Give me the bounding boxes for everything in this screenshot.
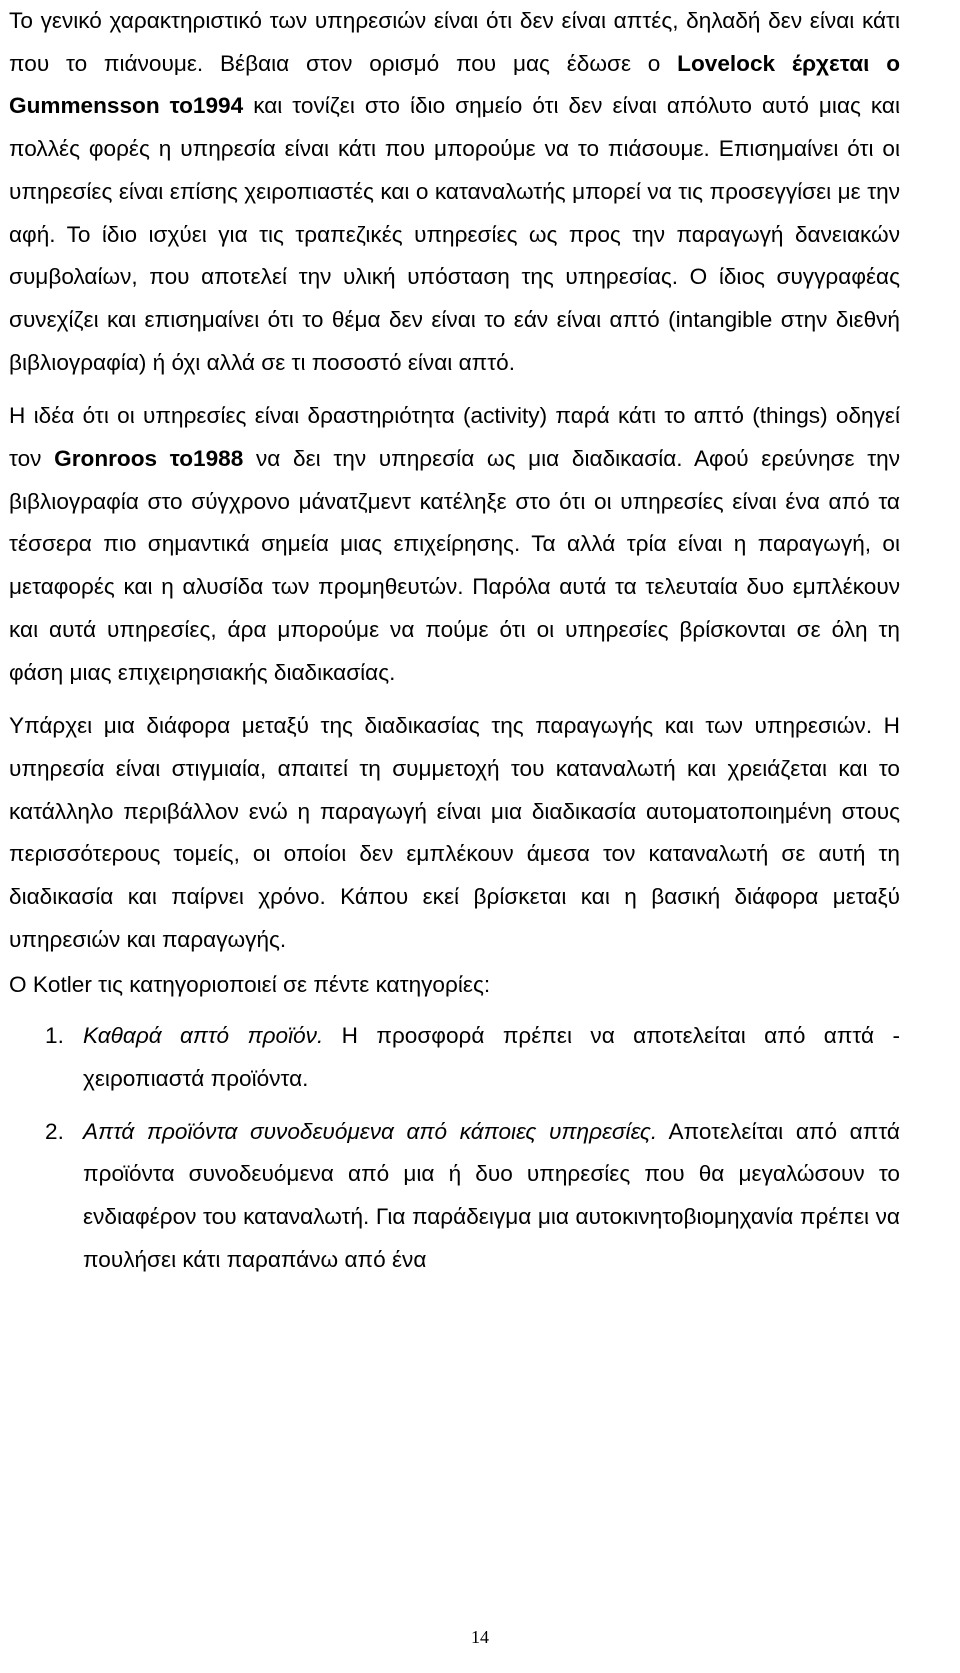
paragraph-text: Η ιδέα ότι οι υπηρεσίες είναι δραστηριότητα (activity) παρά κάτι το απτό (things) οδηγεί τον <box>9 403 900 472</box>
paragraph-text: Ο Kotler τις κατηγοριοποιεί σε πέντε κατηγορίες: <box>9 972 491 998</box>
list-item-title: Καθαρά απτό προϊόν. <box>83 1023 324 1049</box>
paragraph-text: και τονίζει στο ίδιο σημείο ότι δεν είναι απόλυτο αυτό μιας και πολλές φορές η υπηρεσία είναι κάτι που μπορούμε να το πιάσουμε. Επισημαίνει ότι οι υπηρεσίες είναι επίσης χειροπιαστές και ο καταναλωτής μπορεί να τις προσεγγίσει με την αφή. Το ίδιο ισχύει για τις τραπεζικές υπηρεσίες ως προς την παραγωγή δανειακών συμβολαίων, που αποτελεί την υλική υπόσταση της υπηρεσίας. Ο ίδιος συγγραφέας συνεχίζει και επισημαίνει ότι το θέμα δεν είναι το εάν είναι απτό (intangible στην διεθνή βιβλιογραφία) ή όχι αλλά σε τι ποσοστό είναι απτό. <box>9 93 900 375</box>
paragraph-process <box>9 395 900 694</box>
paragraph-difference <box>9 705 900 961</box>
paragraph-text: να δει την υπηρεσία ως μια διαδικασία. Αφού ερεύνησε την βιβλιογραφία στο σύγχρονο μάνατζμεντ κατέληξε στο ότι οι υπηρεσίες είναι ένα από τα τέσσερα πιο σημαντικά σημεία μιας επιχείρησης. Τα αλλά τρία είναι η παραγωγή, οι μεταφορές και η αλυσίδα των προμηθευτών. Παρόλα αυτά τα τελευταία δυο εμπλέκουν και αυτά υπηρεσίες, άρα μπορούμε να πούμε ότι οι υπηρεσίες βρίσκονται σε όλη τη φάση μιας επιχειρησιακής διαδικασίας. <box>9 446 900 685</box>
list-item-text: Η προσφορά πρέπει να αποτελείται από απτά - χειροπιαστά προϊόντα. <box>83 1023 901 1091</box>
list-item <box>9 1015 900 1100</box>
paragraph-text: Το γενικό χαρακτηριστικό των υπηρεσιών είναι ότι δεν είναι απτές, δηλαδή δεν είναι κάτι που το πιάνουμε. Βέβαια στον ορισμό που μας έδωσε ο <box>9 8 900 76</box>
list-item-text: Αποτελείται από απτά προϊόντα συνοδευόμενα από μια ή δυο υπηρεσίες που θα μεγαλώσουν το ενδιαφέρον του καταναλωτή. Για παράδειγμα μια αυτοκινητοβιομηχανία πρέπει να πουλήσει κάτι παραπάνω από ένα <box>83 1118 900 1272</box>
category-list <box>9 1015 900 1281</box>
page-number: 14 <box>471 1627 489 1647</box>
page-content <box>9 0 900 1291</box>
paragraph-kotler-intro <box>9 964 900 1007</box>
list-item <box>9 1111 900 1282</box>
list-item-title: Απτά προϊόντα συνοδευόμενα από κάποιες υπηρεσίες. <box>83 1118 658 1144</box>
paragraph-text: Υπάρχει μια διάφορα μεταξύ της διαδικασίας της παραγωγής και των υπηρεσιών. Η υπηρεσία είναι στιγμιαία, απαιτεί τη συμμετοχή του καταναλωτή και χρειάζεται και το κατάλληλο περιβάλλον ενώ η παραγωγή είναι μια διαδικασία αυτοματοποιημένη στους περισσότερους τομείς, οι οποίοι δεν εμπλέκουν άμεσα τον καταναλωτή σε αυτή τη διαδικασία και παίρνει χρόνο. Κάπου εκεί βρίσκεται και η βασική διάφορα μεταξύ υπηρεσιών και παραγωγής. <box>9 713 900 952</box>
author-reference: Gronroos το1988 <box>54 446 244 472</box>
paragraph-intangibility <box>9 0 900 384</box>
list-number: 1. <box>45 1023 64 1049</box>
author-reference: Lovelock έρχεται ο Gummensson το1994 <box>9 50 900 119</box>
list-number: 2. <box>45 1118 64 1144</box>
